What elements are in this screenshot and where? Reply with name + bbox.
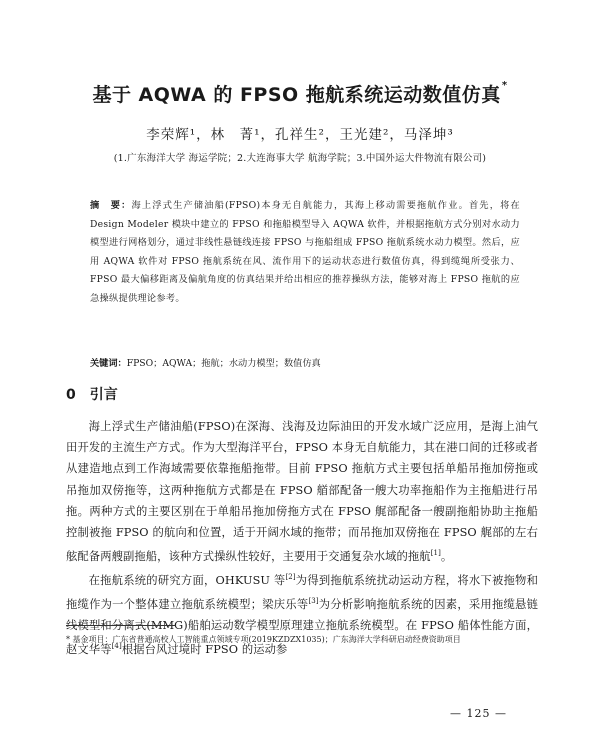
footnote: * 基金项目：广东省普通高校人工智能重点领域专项(2019KZDZX1035)；广东海洋大学科研启动经费资助项目 [66,635,461,644]
abstract [90,197,520,308]
paragraph-1 [66,416,538,567]
paragraph-2-text-c: 为分析影响拖航系统的因素，采用拖缆悬链线模型和分离式(MMG)船舶运动数学模型原理建立拖航系统模型。在 FPSO 船体性能方面，赵文华等 [66,597,538,657]
section-number: 0 [66,387,76,403]
affiliations: (1.广东海洋大学 海运学院；2.大连海事大学 航海学院；3.中国外运大件物流有限公司) [113,153,487,164]
citation-ref[interactable]: [3] [308,597,319,606]
keywords-label: 关键词： [90,358,127,369]
paragraph-2-text-b: 为得到拖航系统扰动运动方程，将水下被拖物和拖缆作为一个整体建立拖航系统模型；梁庆乐等 [66,573,538,611]
title-text: 基于 AQWA 的 FPSO 拖航系统运动数值仿真 [92,84,501,106]
citation-ref[interactable]: [2] [285,573,296,582]
author-list: 李荣辉¹，林 菁¹，孔祥生²，王光建²，马泽坤³ [146,127,454,143]
paragraph-1-end: 。 [440,549,453,563]
citation-ref[interactable]: [4] [111,642,122,651]
keywords-text: FPSO；AQWA；拖航；水动力模型；数值仿真 [126,358,321,369]
abstract-text: 海上浮式生产储油船(FPSO)本身无自航能力，其海上移动需要拖航作业。首先，将在 Design Modeler 模块中建立的 FPSO 和拖船模型导入 AQWA 软件，并根据拖航方式分别对水动力模型进行网格划分，通过非线性悬链线连接 FPSO 与拖船组成 FPSO 拖航系统水动力模型。然后，应用 AQWA 软件对 FPSO 拖航系统在风、流作用下的运动状态进行数值仿真，得到缆绳所受张力、FPSO 最大偏移距离及偏航角度的仿真结果并给出相应的推荐操纵方法，能够对海上 FPSO 拖航的应急操纵提供理论参考。 [90,200,520,304]
paper-title [40,80,560,107]
paragraph-1-text: 海上浮式生产储油船(FPSO)在深海、浅海及边际油田的开发水域广泛应用，是海上油气田开发的主流生产方式。作为大型海洋平台，FPSO 本身无自航能力，其在港口间的迁移或者从建造地点到工作海域需要依靠拖船拖带。目前 FPSO 拖航方式主要包括单船吊拖加傍拖或吊拖加双傍拖等，这两种拖航方式都是在 FPSO 艏部配备一艘大功率拖船作为主拖船进行吊拖。两种方式的主要区别在于单船吊拖加傍拖方式在 FPSO 艉部配备一艘副拖船协助主拖船控制被拖 FPSO 的航向和位置，适于开阔水域的拖带；而吊拖加双傍拖在 FPSO 艉部的左右舷配备两艘副拖船，该种方式操纵性较好，主要用于交通复杂水域的拖航 [66,420,538,563]
footnote-divider [66,625,176,626]
citation-ref[interactable]: [1] [430,549,441,558]
abstract-label: 摘 要： [90,200,132,211]
section-title: 引言 [89,387,118,403]
page-number: — 125 — [450,707,507,720]
body-text [66,416,538,660]
paragraph-2-text-d: 根据台风过境时 FPSO 的运动参 [121,643,288,657]
keywords [90,355,520,369]
paragraph-2-text-a: 在拖航系统的研究方面，OHKUSU 等 [88,573,286,587]
title-footnote-mark: * [501,80,508,91]
section-heading [66,384,118,404]
